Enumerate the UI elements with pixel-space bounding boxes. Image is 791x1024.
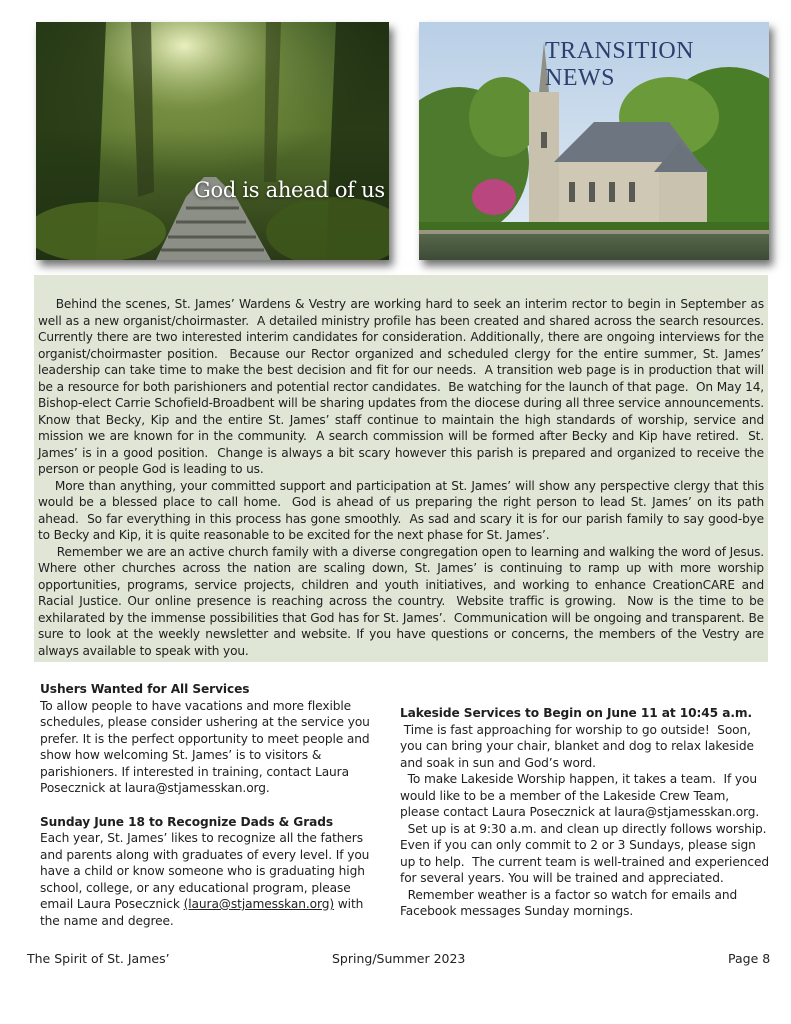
article-paragraph: Remember we are an active church family with a diverse congregation open to learning and walking the word of Jesus. Where other churches across the nation are scaling down, St. James’ is continuing to ramp up with more worship opportunities, programs, service projects, children and youth initiatives, and working to enhance CreationCARE and Racial Justice. Our online presence is reaching across the country. Website traffic is growing. Now is the time to be exhilarated by the immense possibilities that God has for St. James’. Communication will be ongoing and transparent. Be sure to look at the weekly newsletter and website. If you have questions or concerns, the members of the Vestry are always available to speak with you. — [38, 544, 768, 658]
church-caption: TRANSITION NEWS — [545, 38, 694, 91]
ushers-body: To allow people to have vacations and more flexible schedules, please consider ushering at the service you prefer. It is the perfect opportunity to meet people and show how welcoming St. James’ is to visitors & parishioners. If interested in training, contact Laura Posecznick at laura@stjamesskan.org. — [40, 698, 370, 795]
lakeside-paragraph: Remember weather is a factor so watch for emails and Facebook messages Sunday mornings. — [400, 887, 741, 918]
forest-caption: God is ahead of us — [194, 178, 385, 202]
footer-page-number: Page 8 — [728, 951, 771, 966]
dads-grads-tail: with the name and degree. — [40, 897, 364, 928]
transition-article — [34, 275, 772, 662]
right-column — [400, 705, 774, 920]
article-paragraph: More than anything, your committed support and participation at St. James’ will show any perspective clergy that this would be a blessed place to call home. God is ahead of us preparing the right person to lead St. James’ on its path ahead. So far everything in this process has gone smoothly. As sad and scary it is for our parish family to say good-bye to Becky and Kip, it is quite reasonable to be excited for the next phase for St. James’. — [38, 478, 768, 542]
lakeside-heading: Lakeside Services to Begin on June 11 at 10:45 a.m. — [400, 706, 752, 720]
dads-grads-heading: Sunday June 18 to Recognize Dads & Grads — [40, 814, 334, 829]
left-column — [40, 681, 370, 929]
forest-path-photo — [36, 22, 389, 260]
lakeside-paragraph: Time is fast approaching for worship to go outside! Soon, you can bring your chair, blanket and dog to relax lakeside and soak in sun and God’s word. — [400, 722, 758, 770]
email-link[interactable]: (laura@stjamesskan.org) — [183, 897, 335, 911]
article-paragraph: Behind the scenes, St. James’ Wardens & Vestry are working hard to seek an interim rector to begin in September as well as a new organist/choirmaster. A detailed ministry profile has been created and shared across the search resources. Currently there are two interested interim candidates for consideration. Additionally, there are ongoing interviews for the organist/choirmaster position. Because our Rector organized and scheduled clergy for the entire summer, St. James’ leadership can take time to make the best decision and fit for our needs. A transition web page is in production that will be a resource for both parishioners and potential rector candidates. Be watching for the launch of that page. On May 14, Bishop-elect Carrie Schofield-Broadbent will be sharing updates from the diocese during all three service announcements. Know that Becky, Kip and the entire St. James’ staff continue to maintain the high standards of worship, service and mission we are known for in the community. A search commission will be formed after Becky and Kip have retired. St. James’ is in a good position. Change is always a bit scary however this parish is prepared and organized to receive the person or people God is leading to us. — [38, 297, 772, 476]
dads-grads-body — [40, 830, 370, 929]
lakeside-paragraph: To make Lakeside Worship happen, it takes a team. If you would like to be a member of the Lakeside Crew Team, please contact Laura Posecznick at laura@stjamesskan.org. — [400, 772, 761, 819]
footer-publication: The Spirit of St. James’ — [27, 951, 170, 966]
church-photo — [419, 22, 769, 260]
footer-issue: Spring/Summer 2023 — [332, 951, 466, 966]
ushers-heading: Ushers Wanted for All Services — [40, 682, 250, 696]
lakeside-paragraph: Set up is at 9:30 a.m. and clean up directly follows worship. Even if you can only commit to 2 or 3 Sundays, please sign up to help. The current team is well-trained and experienced for several years. You will be trained and appreciated. — [400, 821, 774, 885]
dads-grads-text: Each year, St. James’ likes to recognize all the fathers and parents along with graduates of every level. If you have a child or know someone who is graduating high school, college, or any educational program, please email Laura Posecznick — [40, 831, 370, 911]
